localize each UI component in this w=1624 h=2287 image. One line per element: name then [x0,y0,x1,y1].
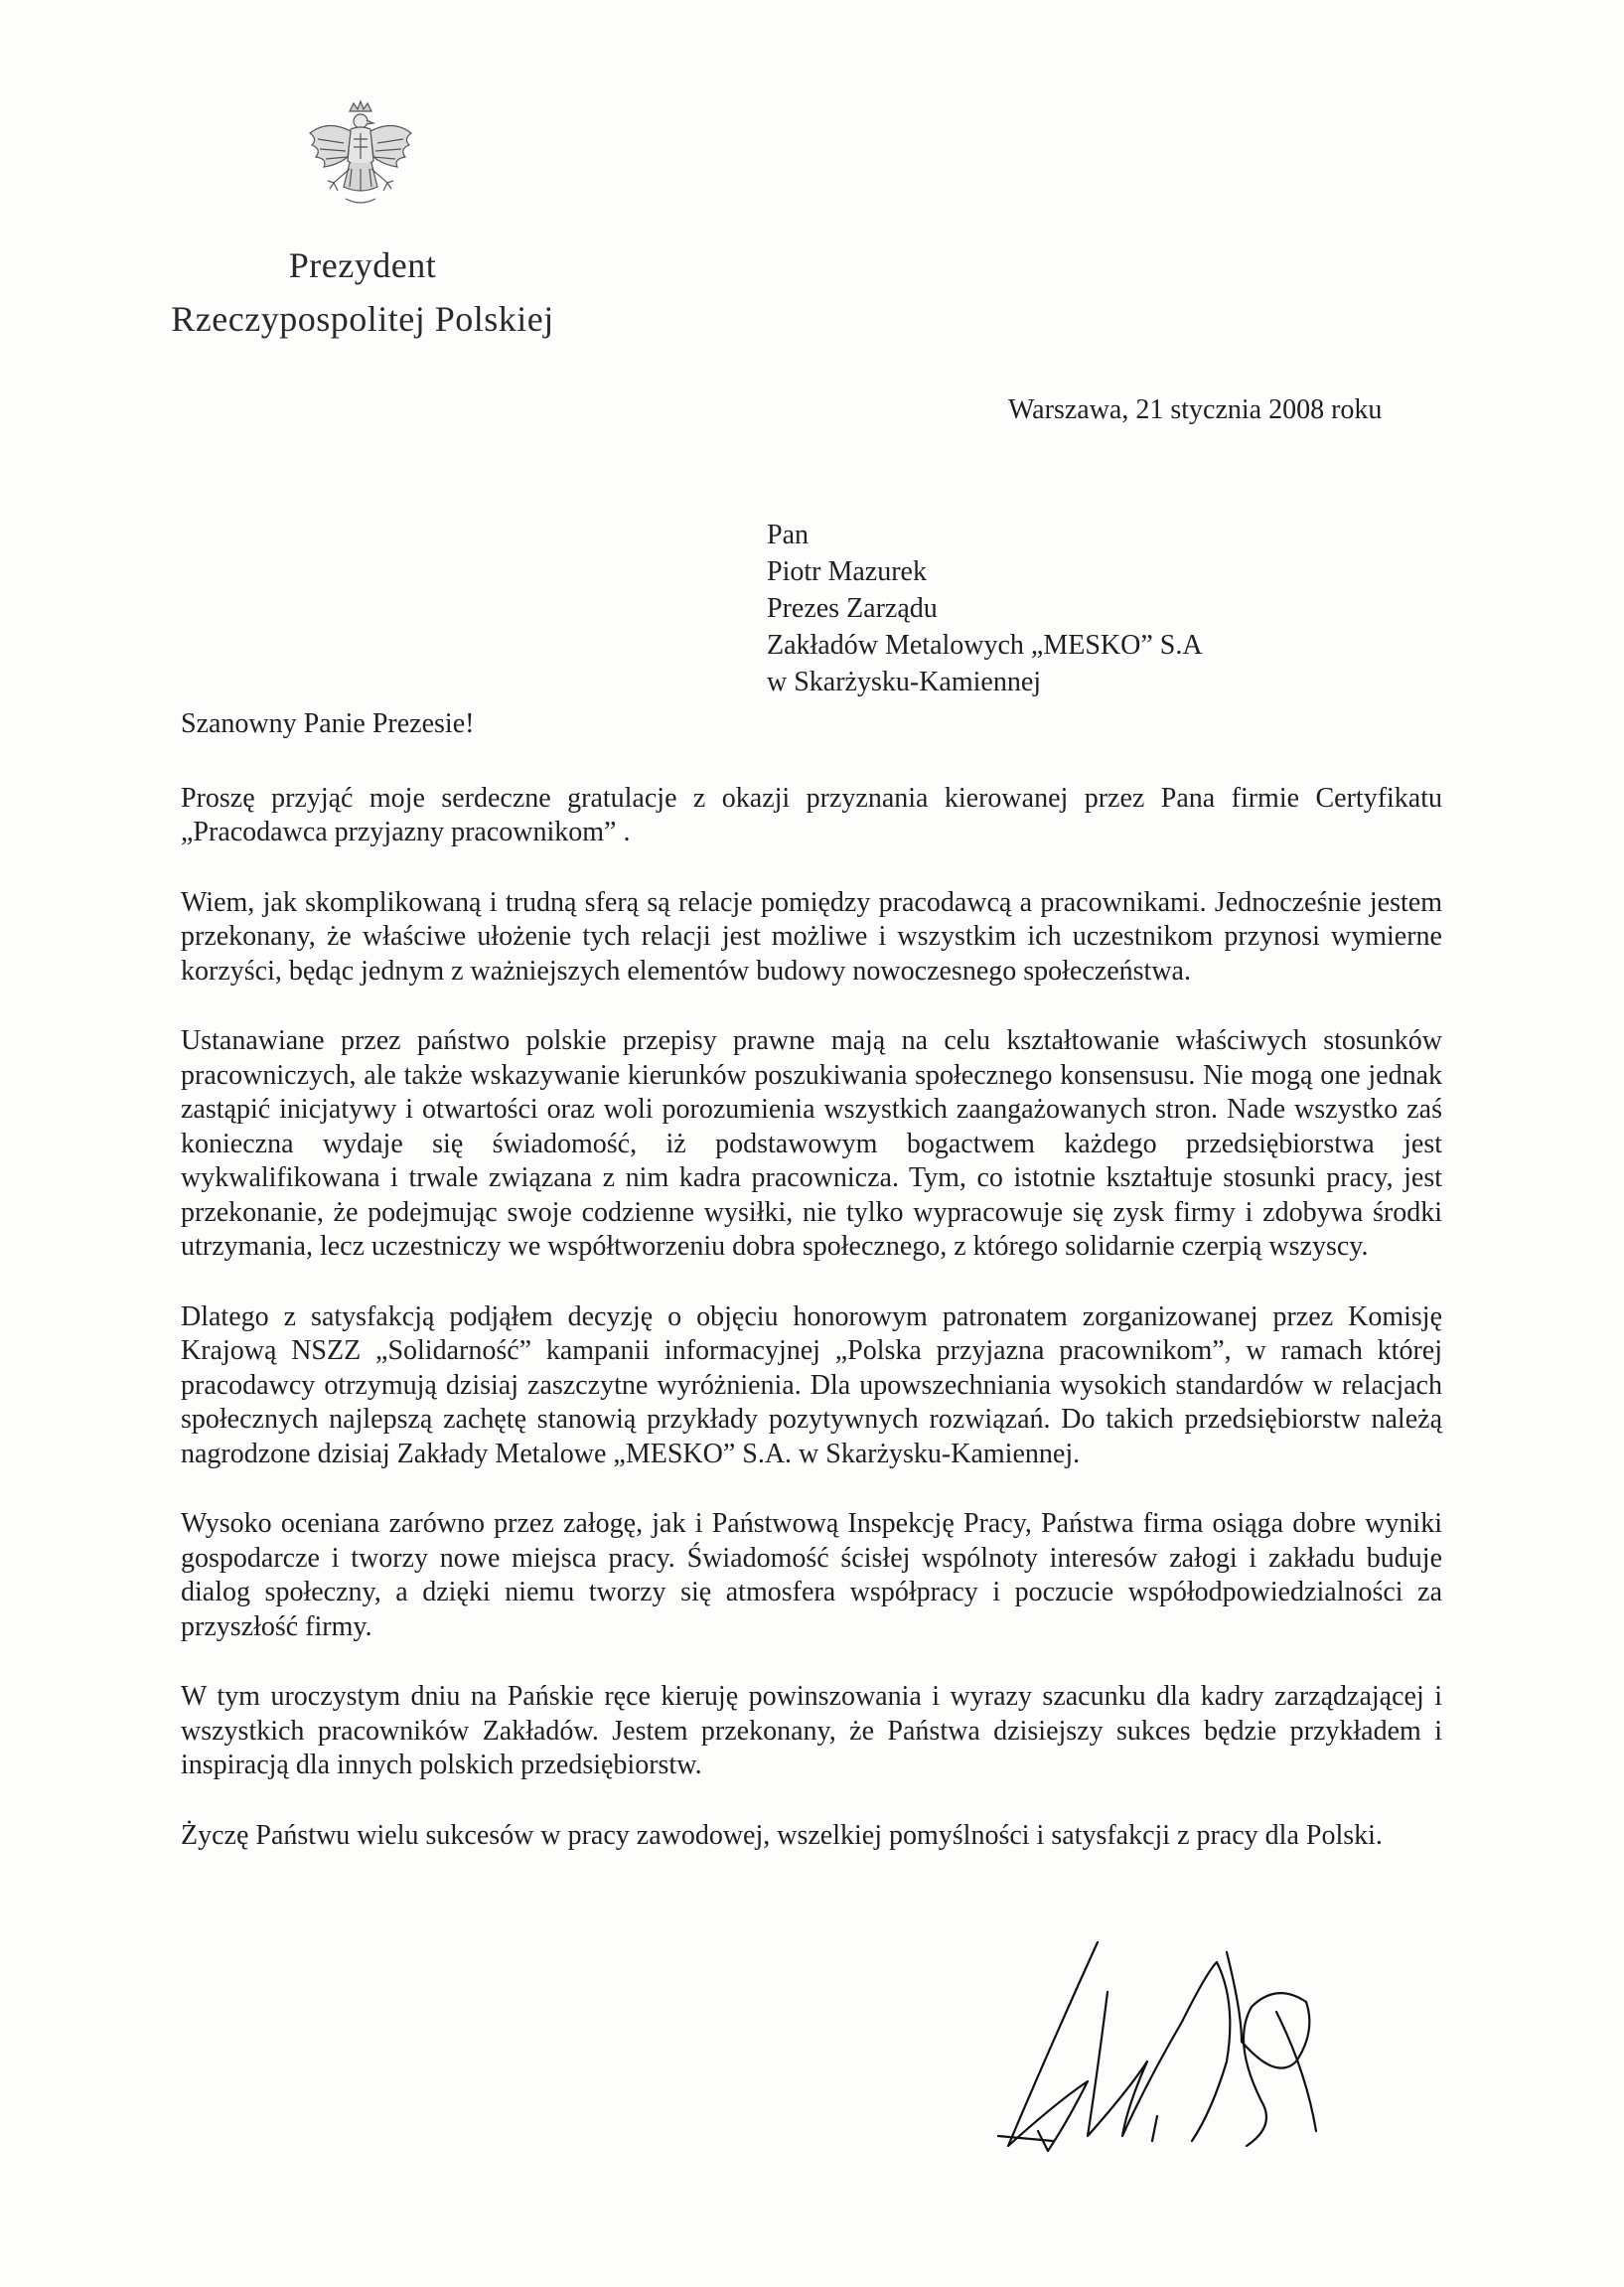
body-paragraph-4: Dlatego z satysfakcją podjąłem decyzję o objęciu honorowym patronatem zorganizowanej przez Komisję Krajową NSZZ „Solidarność” kampanii informacyjnej „Polska przyjazna pracownikom”, w ramach której pracodawcy otrzymują dzisiaj zaszczytne wyróżnienia. Dla upowszechniania wysokich standardów w relacjach społecznych najlepszą zachętę stanowią przykłady pozytywnych rozwiązań. Do takich przedsiębiorstw należą nagrodzone dzisiaj Zakłady Metalowe „MESKO” S.A. w Skarżysku-Kamiennej. [181,1300,1442,1469]
recipient-line: Prezes Zarządu [767,593,938,624]
letter-body [181,707,1442,1889]
letterhead-line2: Rzeczypospolitej Polskiej [171,299,554,339]
recipient-line: Piotr Mazurek [767,556,927,587]
recipient-line: Zakładów Metalowych „MESKO” S.A [767,630,1203,661]
recipient-line: w Skarżysku-Kamiennej [767,667,1042,697]
body-paragraph-3: Ustanawiane przez państwo polskie przepisy prawne mają na celu kształtowanie właściwych stosunków pracowniczych, ale także wskazywanie kierunków poszukiwania społecznego konsensusu. Nie mogą one jednak zastąpić inicjatywy i otwartości oraz woli porozumienia wszystkich zaangażowanych stron. Nade wszystko zaś konieczna wydaje się świadomość, iż podstawowym bogactwem każdego przedsiębiorstwa jest wykwalifikowana i trwale związana z nim kadra pracownicza. Tym, co istotnie kształtuje stosunki pracy, jest przekonanie, że podejmując swoje codzienne wysiłki, nie tylko wypracowuje się zysk firmy i zdobywa środki utrzymania, lecz uczestniczy we współtworzeniu dobra społecznego, z którego solidarnie czerpią wszyscy. [181,1025,1442,1262]
letterhead-line1: Prezydent [288,245,437,285]
body-paragraph-6: W tym uroczystym dniu na Pańskie ręce kieruję powinszowania i wyrazy szacunku dla kadry zarządzającej i wszystkich pracowników Zakładów. Jestem przekonany, że Państwa dzisiejszy sukces będzie przykładem i inspiracją dla innych polskich przedsiębiorstw. [181,1681,1442,1780]
body-paragraph-2: Wiem, jak skomplikowaną i trudną sferą są relacje pomiędzy pracodawcą a pracownikami. Jednocześnie jestem przekonany, że właściwe ułożenie tych relacji jest możliwe i wszystkim ich uczestnikom przynosi wymierne korzyści, będąc jednym z ważniejszych elementów budowy nowoczesnego społeczeństwa. [181,886,1442,987]
letterhead [129,238,596,346]
recipient-block [767,517,1203,700]
salutation: Szanowny Panie Prezesie! [181,708,475,739]
body-paragraph-7: Życzę Państwu wielu sukcesów w pracy zawodowej, wszelkiej pomyślności i satysfakcji z pracy dla Polski. [181,1819,1383,1851]
body-paragraph-5: Wysoko oceniana zarówno przez załogę, jak i Państwową Inspekcję Pracy, Państwa firma osiąga dobre wyniki gospodarcze i tworzy nowe miejsca pracy. Świadomość ścisłej wspólnoty interesów załogi i zakładu buduje dialog społeczny, a dzięki niemu tworzy się atmosfera współpracy i poczucie współodpowiedzialności za przyszłość firmy. [181,1508,1442,1642]
letter-date: Warszawa, 21 stycznia 2008 roku [1008,394,1383,425]
polish-eagle-emblem-icon [288,99,432,219]
handwritten-signature [978,1932,1396,2176]
recipient-line: Pan [767,520,809,550]
body-paragraph-1: Proszę przyjąć moje serdeczne gratulacje z okazji przyznania kierowanej przez Pana firmie Certyfikatu „Pracodawca przyjazny pracownikom” . [181,782,1442,847]
